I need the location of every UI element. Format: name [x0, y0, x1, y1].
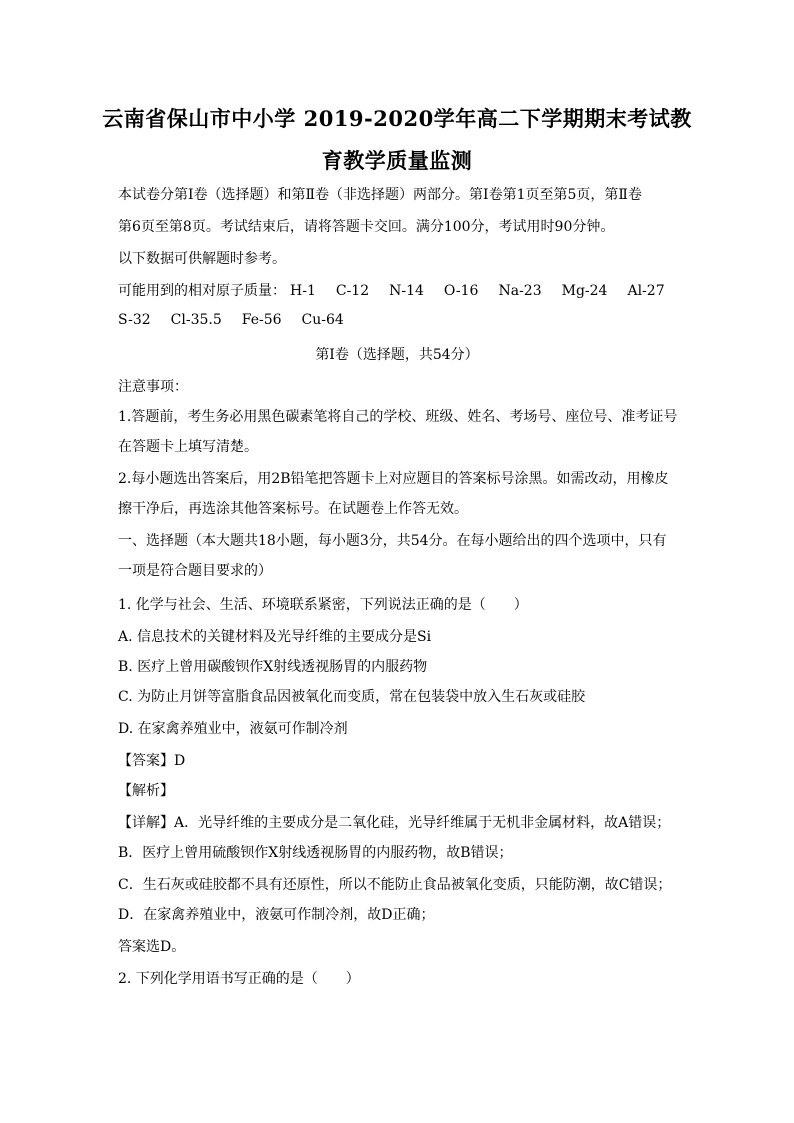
- question-1-option-c: C. 为防止月饼等富脂食品因被氧化而变质，常在包装袋中放入生石灰或硅胶: [118, 689, 586, 705]
- question-1-analysis-heading: 【解析】: [118, 783, 174, 799]
- question-1-detail-2: B．医疗上曾用硫酸钡作X射线透视肠胃的内服药物，故B错误；: [118, 845, 513, 861]
- question-1-conclusion: 答案选D。: [118, 939, 186, 955]
- atomic-mass-item: H-1: [290, 283, 316, 299]
- question-2-stem: 2. 下列化学用语书写正确的是（ ）: [118, 971, 360, 987]
- atomic-mass-item: Al-27: [627, 283, 665, 299]
- atomic-mass-item: N-14: [389, 283, 424, 299]
- notes-line-1: 1.答题前，考生务必用黑色碳素笔将自己的学校、班级、姓名、考场号、座位号、准考证号: [118, 409, 678, 425]
- question-1-detail-1: 【详解】A．光导纤维的主要成分是二氧化硅，光导纤维属于无机非金属材料，故A错误；: [118, 815, 671, 831]
- intro-line-3: 以下数据可供解题时参考。: [118, 251, 286, 267]
- section-heading: 第Ⅰ卷（选择题，共54分）: [315, 347, 479, 363]
- question-1-answer: 【答案】D: [118, 753, 186, 769]
- atomic-mass-item: C-12: [335, 283, 370, 299]
- notes-line-4: 擦干净后，再选涂其他答案标号。在试题卷上作答无效。: [118, 501, 468, 517]
- notes-line-2: 在答题卡上填写清楚。: [118, 439, 258, 455]
- title-line-2: 育教学质量监测: [321, 148, 473, 173]
- atomic-mass-row-1: [118, 280, 685, 300]
- atomic-mass-item: Na-23: [498, 283, 542, 299]
- notes-heading: 注意事项：: [118, 379, 188, 395]
- atomic-mass-item: O-16: [443, 283, 479, 299]
- question-1-detail-4: D．在家禽养殖业中，液氨可作制冷剂，故D正确；: [118, 907, 435, 923]
- atomic-mass-item: S-32: [118, 312, 151, 328]
- question-1-option-b: B. 医疗上曾用碳酸钡作X射线透视肠胃的内服药物: [118, 659, 428, 675]
- part-intro-line-1: 一、选择题（本大题共18小题，每小题3分，共54分。在每小题给出的四个选项中，只有: [118, 533, 667, 549]
- part-intro-line-2: 一项是符合题目要求的）: [118, 563, 272, 579]
- atomic-mass-item: Cu-64: [301, 312, 344, 328]
- atomic-mass-row-2: [118, 312, 364, 328]
- question-1-option-a: A. 信息技术的关键材料及光导纤维的主要成分是Si: [118, 629, 432, 645]
- question-1-detail-3: C．生石灰或硅胶都不具有还原性，所以不能防止食品被氧化变质，只能防潮，故C错误；: [118, 877, 672, 893]
- atomic-mass-item: Mg-24: [561, 283, 608, 299]
- intro-line-1: 本试卷分第Ⅰ卷（选择题）和第Ⅱ卷（非选择题）两部分。第Ⅰ卷第1页至第5页，第Ⅱ卷: [118, 187, 642, 203]
- question-1-stem: 1. 化学与社会、生活、环境联系紧密，下列说法正确的是（ ）: [118, 597, 528, 613]
- notes-line-3: 2.每小题选出答案后，用2B铅笔把答题卡上对应题目的答案标号涂黑。如需改动，用橡皮: [118, 471, 669, 487]
- atomic-mass-item: Cl-35.5: [170, 312, 222, 328]
- question-1-option-d: D. 在家禽养殖业中，液氨可作制冷剂: [118, 721, 348, 737]
- atomic-mass-label: 可能用到的相对原子质量：: [118, 283, 286, 299]
- intro-line-2: 第6页至第8页。考试结束后，请将答题卡交回。满分100分，考试用时90分钟。: [118, 219, 615, 235]
- title-line-1: 云南省保山市中小学 2019-2020学年高二下学期期末考试教: [102, 106, 692, 131]
- atomic-mass-item: Fe-56: [241, 312, 282, 328]
